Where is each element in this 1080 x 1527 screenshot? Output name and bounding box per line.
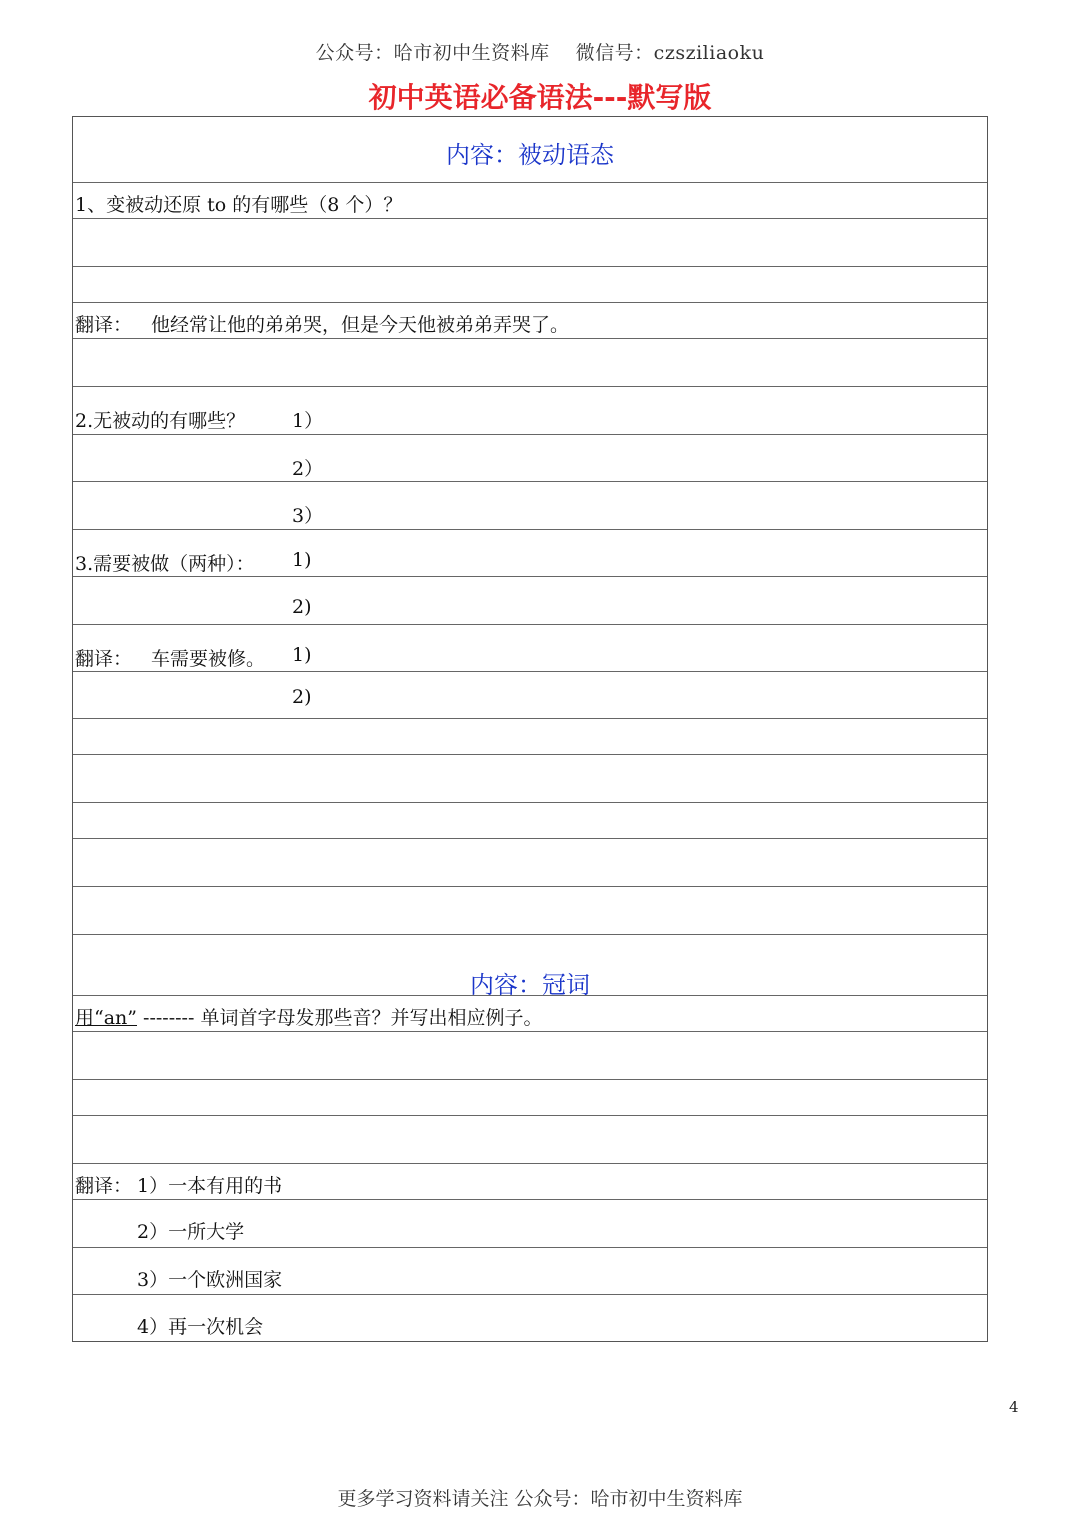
blank-answer-row[interactable] — [73, 1080, 987, 1116]
blank-answer-row[interactable] — [73, 267, 987, 303]
translation-item: 4）再一次机会 — [137, 1316, 264, 1338]
blank-answer-row[interactable] — [73, 803, 987, 839]
translation-label: 翻译： — [75, 648, 133, 670]
question-row — [73, 183, 987, 219]
answer-slot-number: 2) — [292, 596, 312, 618]
answer-row[interactable] — [73, 577, 987, 625]
question-row — [73, 530, 987, 577]
answer-slot-number: 1) — [292, 644, 312, 666]
translation-row — [73, 1164, 987, 1200]
answer-row[interactable] — [73, 482, 987, 530]
question-row — [73, 387, 987, 435]
answer-slot-number: 3） — [292, 505, 324, 527]
translation-sentence: 车需要被修。 — [151, 648, 266, 670]
translation-item: 1）一本有用的书 — [137, 1175, 283, 1197]
section-heading-passive: 内容：被动语态 — [446, 141, 614, 169]
blank-answer-row[interactable] — [73, 219, 987, 267]
translation-sentence: 他经常让他的弟弟哭，但是今天他被弟弟弄哭了。 — [151, 314, 570, 336]
underlined-an: 用“an” — [75, 1007, 137, 1029]
blank-answer-row[interactable] — [73, 839, 987, 887]
answer-row[interactable] — [73, 672, 987, 719]
section-heading-article: 内容：冠词 — [470, 971, 590, 999]
question-1: 1、变被动还原 to 的有哪些（8 个）？ — [75, 194, 403, 216]
section-header-row — [73, 935, 987, 999]
translation-row — [73, 625, 987, 672]
translation-label: 翻译： — [75, 1175, 133, 1197]
answer-slot-number: 1) — [292, 549, 312, 571]
article-question-rest: -------- 单词首字母发那些音？并写出相应例子。 — [137, 1007, 543, 1029]
answer-slot-number: 2) — [292, 686, 312, 708]
page-footer: 更多学习资料请关注 公众号：哈市初中生资料库 — [337, 1488, 743, 1510]
translation-row — [73, 1248, 987, 1295]
translation-label: 翻译： — [75, 314, 133, 336]
translation-item: 3）一个欧洲国家 — [137, 1269, 283, 1291]
translation-row — [73, 1295, 987, 1341]
article-question — [75, 1003, 542, 1030]
page-number: 4 — [1009, 1398, 1019, 1416]
question-3: 3.需要被做（两种）： — [75, 553, 255, 575]
answer-row[interactable] — [73, 435, 987, 482]
blank-answer-row[interactable] — [73, 719, 987, 755]
blank-answer-row[interactable] — [73, 1032, 987, 1080]
question-row — [73, 996, 987, 1032]
blank-answer-row[interactable] — [73, 339, 987, 387]
answer-slot-number: 2） — [292, 458, 324, 480]
page-header: 公众号：哈市初中生资料库 微信号：czsziliaoku — [315, 42, 765, 64]
section-header-row — [73, 117, 987, 183]
question-2: 2.无被动的有哪些？ — [75, 410, 246, 432]
blank-answer-row[interactable] — [73, 755, 987, 803]
translation-item: 2）一所大学 — [137, 1221, 245, 1243]
answer-slot-number: 1） — [292, 410, 324, 432]
blank-answer-row[interactable] — [73, 887, 987, 935]
worksheet-table — [72, 116, 988, 1342]
page-title: 初中英语必备语法---默写版 — [368, 81, 712, 114]
translation-row — [73, 1200, 987, 1248]
translation-row — [73, 303, 987, 339]
blank-answer-row[interactable] — [73, 1116, 987, 1164]
